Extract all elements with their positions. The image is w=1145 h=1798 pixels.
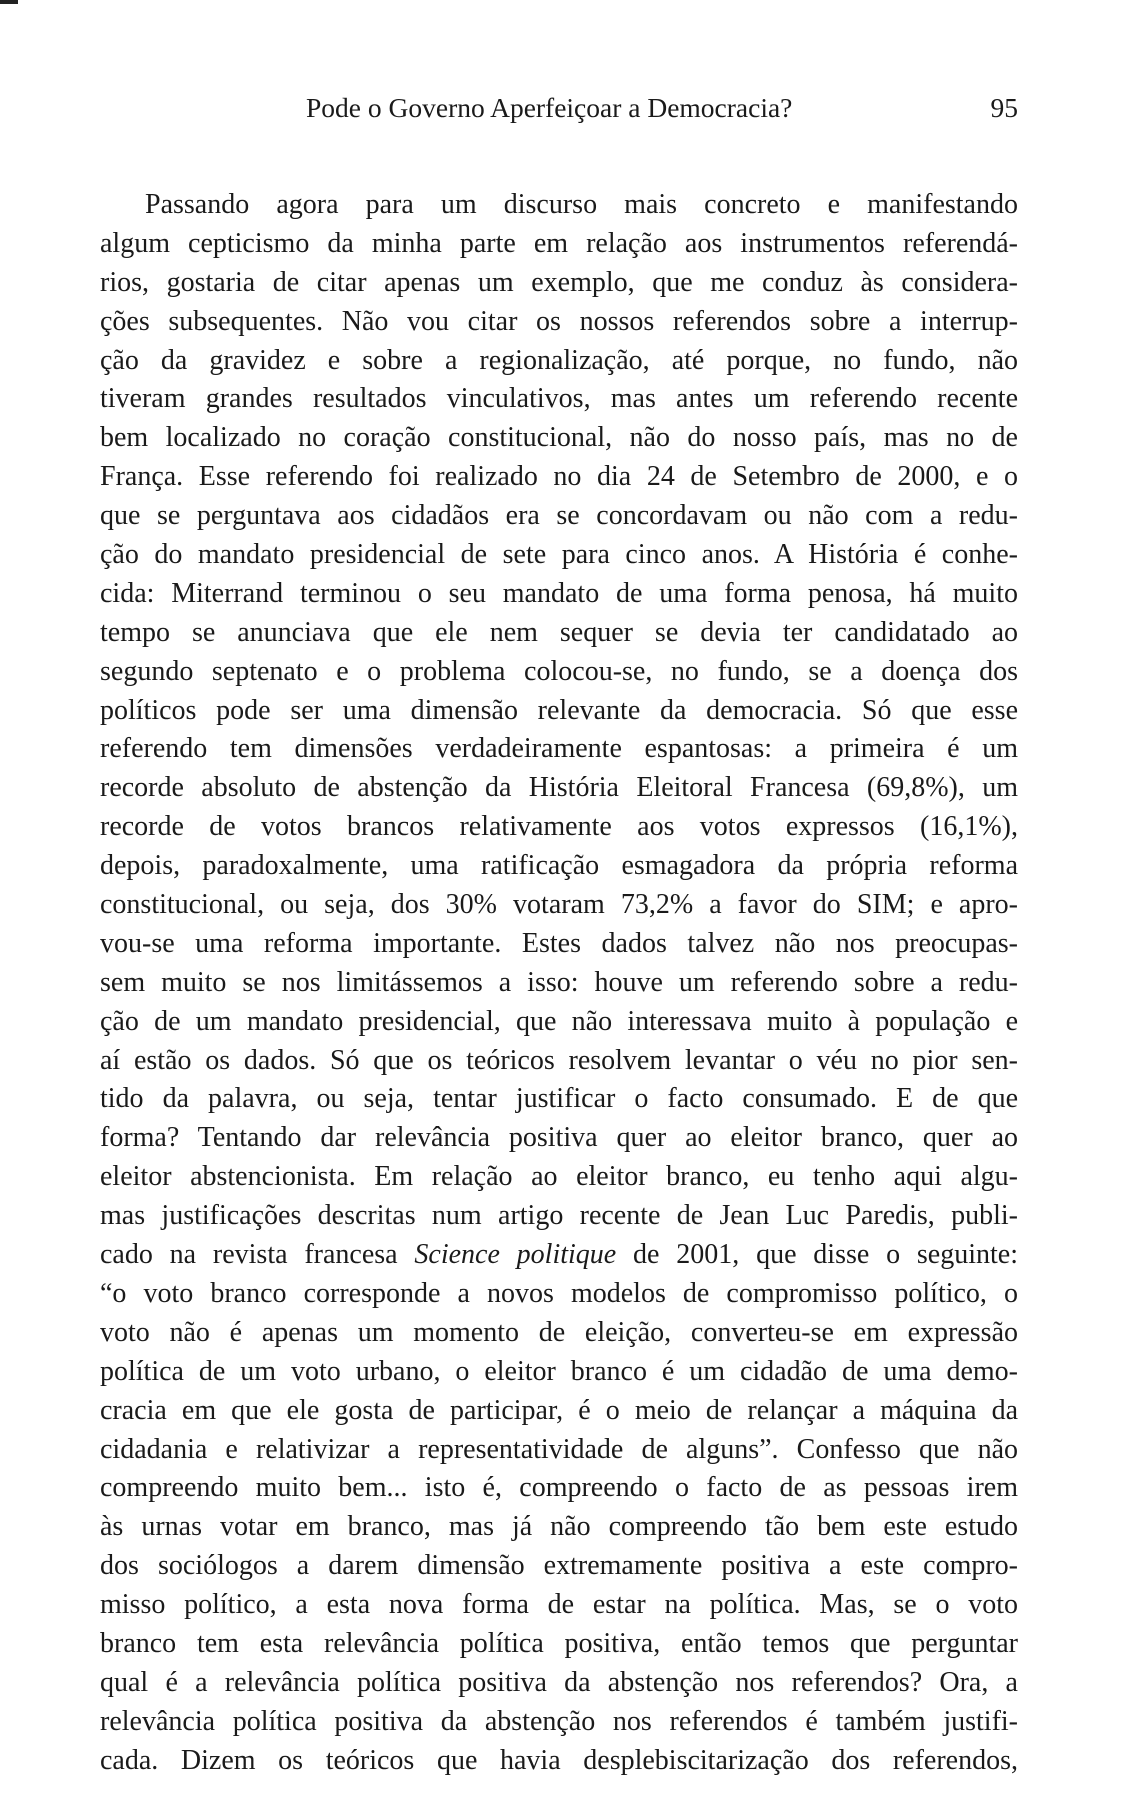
text-line: tiveram grandes resultados vinculativos, mas antes um referendo recente	[100, 383, 1018, 415]
page-number: 95	[990, 92, 1018, 123]
text-line: ção do mandato presidencial de sete para cinco anos. A História é conhe-	[100, 539, 1018, 571]
text-line: vou-se uma reforma importante. Estes dados talvez não nos preocupas-	[100, 927, 1018, 959]
text-line: eleitor abstencionista. Em relação ao eleitor branco, eu tenho aqui algu-	[100, 1161, 1018, 1193]
text-line: rios, gostaria de citar apenas um exemplo, que me conduz às considera-	[100, 266, 1018, 298]
text-line: algum cepticismo da minha parte em relação aos instrumentos referendá-	[100, 227, 1018, 259]
text-line: constitucional, ou seja, dos 30% votaram 73,2% a favor do SIM; e apro-	[100, 889, 1018, 921]
text-line: ção da gravidez e sobre a regionalização, até porque, no fundo, não	[100, 344, 1018, 376]
text-line: “o voto branco corresponde a novos modelos de compromisso político, o	[100, 1277, 1018, 1309]
text-segment: de 2001, que disse o seguinte:	[616, 1239, 1018, 1271]
text-line: política de um voto urbano, o eleitor branco é um cidadão de uma demo-	[100, 1355, 1018, 1387]
text-line: recorde absoluto de abstenção da História Eleitoral Francesa (69,8%), um	[100, 772, 1018, 804]
running-title: Pode o Governo Aperfeiçoar a Democracia?	[306, 92, 793, 123]
text-line: sem muito se nos limitássemos a isso: houve um referendo sobre a redu-	[100, 966, 1018, 998]
text-line: misso político, a esta nova forma de estar na política. Mas, se o voto	[100, 1589, 1018, 1621]
running-header	[100, 92, 1018, 132]
text-segment: cado na revista francesa	[100, 1239, 415, 1271]
text-line: França. Esse referendo foi realizado no dia 24 de Setembro de 2000, e o	[100, 461, 1018, 493]
text-line: forma? Tentando dar relevância positiva quer ao eleitor branco, quer ao	[100, 1122, 1018, 1154]
text-line: que se perguntava aos cidadãos era se concordavam ou não com a redu-	[100, 500, 1018, 532]
text-line: segundo septenato e o problema colocou-se, no fundo, se a doença dos	[100, 655, 1018, 687]
text-line: dos sociólogos a darem dimensão extremamente positiva a este compro-	[100, 1550, 1018, 1582]
text-line: tempo se anunciava que ele nem sequer se devia ter candidatado ao	[100, 616, 1018, 648]
text-line: compreendo muito bem... isto é, compreendo o facto de as pessoas irem	[100, 1472, 1018, 1504]
scan-corner-mark	[0, 0, 18, 4]
text-line: cida: Miterrand terminou o seu mandato de uma forma penosa, há muito	[100, 577, 1018, 609]
text-line: voto não é apenas um momento de eleição, converteu-se em expressão	[100, 1316, 1018, 1348]
text-line: aí estão os dados. Só que os teóricos resolvem levantar o véu no pior sen-	[100, 1044, 1018, 1076]
text-line: branco tem esta relevância política positiva, então temos que perguntar	[100, 1627, 1018, 1659]
text-line: cracia em que ele gosta de participar, é o meio de relançar a máquina da	[100, 1394, 1018, 1426]
journal-title: Science politique	[414, 1239, 617, 1271]
text-line: cidadania e relativizar a representatividade de alguns”. Confesso que não	[100, 1433, 1018, 1465]
text-line: ção de um mandato presidencial, que não interessava muito à população e	[100, 1005, 1018, 1037]
text-line: bem localizado no coração constitucional, não do nosso país, mas no de	[100, 422, 1018, 454]
text-line: ções subsequentes. Não vou citar os nossos referendos sobre a interrup-	[100, 305, 1018, 337]
body-paragraph	[100, 186, 1018, 1781]
text-line: tido da palavra, ou seja, tentar justificar o facto consumado. E de que	[100, 1083, 1018, 1115]
text-line: mas justificações descritas num artigo recente de Jean Luc Paredis, publi-	[100, 1200, 1018, 1232]
text-line: referendo tem dimensões verdadeiramente espantosas: a primeira é um	[100, 733, 1018, 765]
text-line-with-journal-title	[100, 1236, 1018, 1275]
text-line: às urnas votar em branco, mas já não compreendo tão bem este estudo	[100, 1511, 1018, 1543]
text-line: políticos pode ser uma dimensão relevante da democracia. Só que esse	[100, 694, 1018, 726]
text-line: qual é a relevância política positiva da abstenção nos referendos? Ora, a	[100, 1666, 1018, 1698]
text-line: depois, paradoxalmente, uma ratificação esmagadora da própria reforma	[100, 850, 1018, 882]
text-line: Passando agora para um discurso mais concreto e manifestando	[145, 189, 1018, 220]
text-line: relevância política positiva da abstenção nos referendos é também justifi-	[100, 1705, 1018, 1737]
text-line: recorde de votos brancos relativamente aos votos expressos (16,1%),	[100, 811, 1018, 843]
text-line: cada. Dizem os teóricos que havia desplebiscitarização dos referendos,	[100, 1744, 1018, 1776]
